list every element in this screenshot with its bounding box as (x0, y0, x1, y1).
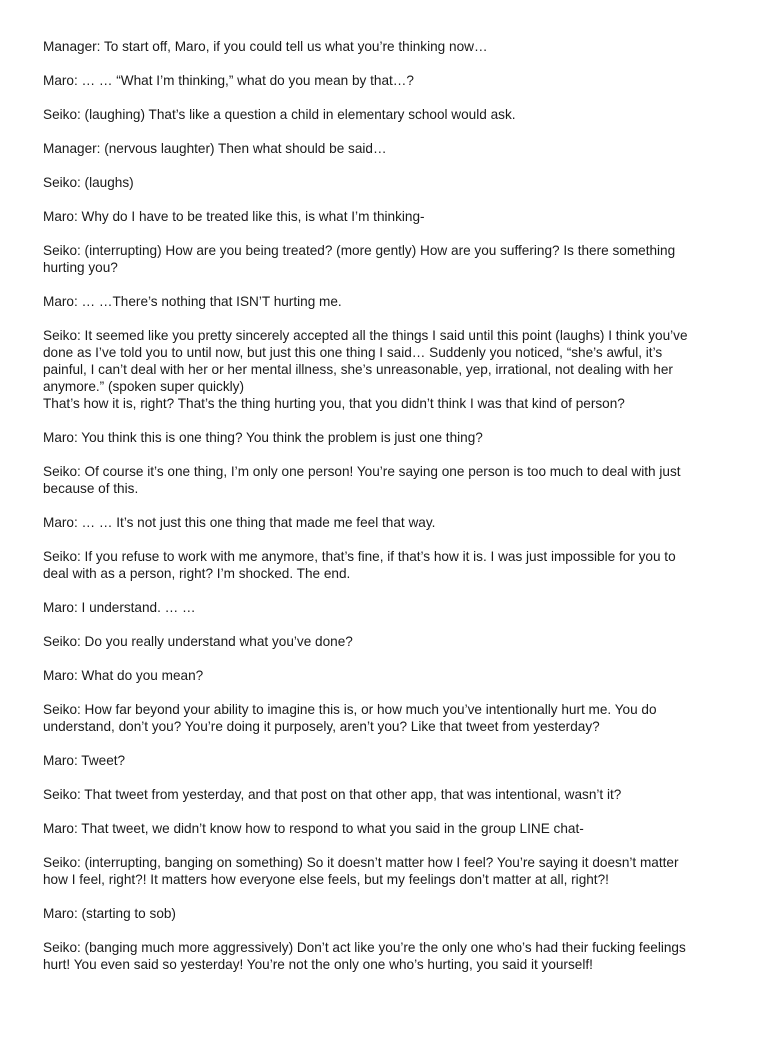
transcript-line: Seiko: How far beyond your ability to imagine this is, or how much you’ve intentionally hurt me. You do understand, don’t you? You’re doing it purposely, aren’t you? Like that tweet from yesterday? (43, 702, 657, 734)
transcript-line: Seiko: (banging much more aggressively) Don’t act like you’re the only one who’s had their fucking feelings hurt! You even said so yesterday! You’re not the only one who’s hurting, you said it yourself! (43, 940, 686, 972)
transcript-line: Seiko: Of course it’s one thing, I’m only one person! You’re saying one person is too much to deal with just because of this. (43, 464, 681, 496)
transcript-line: Seiko: (laughing) That’s like a question a child in elementary school would ask. (43, 107, 516, 122)
transcript-line: Seiko: (interrupting) How are you being treated? (more gently) How are you suffering? Is there something hurting you? (43, 243, 676, 275)
transcript-line: Seiko: Do you really understand what you’ve done? (43, 634, 353, 649)
transcript-line: Manager: To start off, Maro, if you could tell us what you’re thinking now… (43, 39, 488, 54)
transcript-line: Maro: Tweet? (43, 753, 126, 768)
transcript-line: Maro: … … It’s not just this one thing that made me feel that way. (43, 515, 436, 530)
transcript-line: Seiko: It seemed like you pretty sincerely accepted all the things I said until this point (laughs) I think you’ve done as I’ve told you to until now, but just this one thing I said… Suddenly you noticed, “she’s awful, it’s painful, I can’t deal with her or her mental illness, she’s unreasonable, yep, irrational, not dealing with her anymore.” (spoken super quickly) (43, 328, 688, 394)
transcript-line: Maro: Why do I have to be treated like this, is what I’m thinking- (43, 209, 425, 224)
transcript-line: Maro: I understand. … … (43, 600, 196, 615)
transcript-line: Maro: You think this is one thing? You think the problem is just one thing? (43, 430, 483, 445)
transcript-line: Seiko: That tweet from yesterday, and that post on that other app, that was intentional, wasn’t it? (43, 787, 622, 802)
transcript-line: Maro: … … “What I’m thinking,” what do you mean by that…? (43, 73, 414, 88)
transcript-line: Maro: … …There’s nothing that ISN’T hurting me. (43, 294, 342, 309)
transcript-line: Seiko: (interrupting, banging on something) So it doesn’t matter how I feel? You’re saying it doesn’t matter how I feel, right?! It matters how everyone else feels, but my feelings don’t matter at all, right?! (43, 855, 679, 887)
transcript-line: Seiko: If you refuse to work with me anymore, that’s fine, if that’s how it is. I was just impossible for you to deal with as a person, right? I’m shocked. The end. (43, 549, 676, 581)
transcript-line: Maro: What do you mean? (43, 668, 204, 683)
transcript-line: Seiko: (laughs) (43, 175, 134, 190)
transcript-document (43, 38, 703, 990)
transcript-line: That’s how it is, right? That’s the thing hurting you, that you didn’t think I was that kind of person? (43, 396, 625, 411)
transcript-line: Maro: (starting to sob) (43, 906, 176, 921)
transcript-line: Maro: That tweet, we didn’t know how to respond to what you said in the group LINE chat- (43, 821, 584, 836)
transcript-line: Manager: (nervous laughter) Then what should be said… (43, 141, 387, 156)
